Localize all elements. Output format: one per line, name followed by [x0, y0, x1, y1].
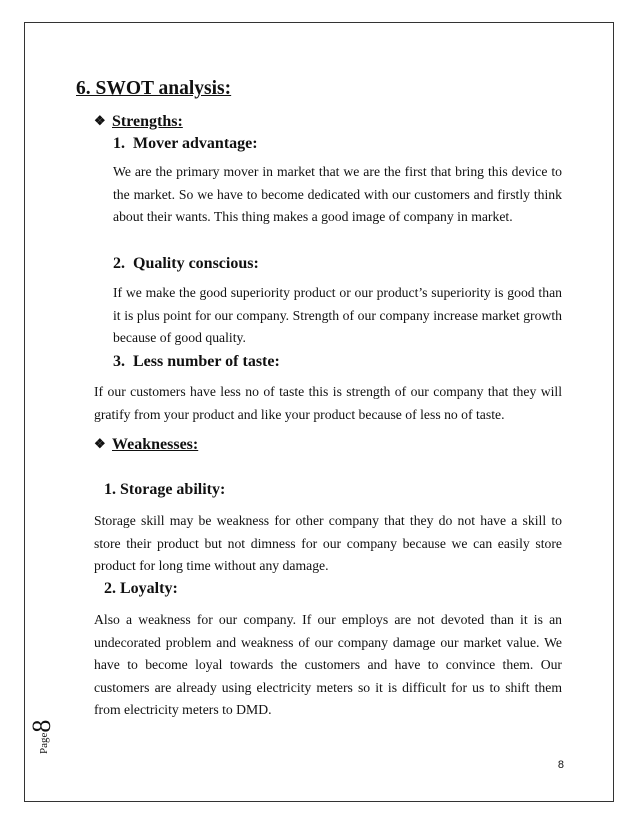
page-title: 6. SWOT analysis: [76, 78, 232, 99]
paragraph-loyalty: Also a weakness for our company. If our employs are not devoted than it is an undecorated problem and weakness of our company damage our market value. We have to become loyal towards the customers and have to convince them. Our customers are already using electricity meters so it is difficult for us to shift them from electricity meters to DMD. [94, 612, 562, 717]
side-page-label [27, 706, 57, 756]
paragraph-storage-ability: Storage skill may be weakness for other company that they do not have a skill to store their product but not dimness for our company because we can easily store product for long time without any damage. [94, 513, 562, 573]
paragraph-less-number-of-taste: If our customers have less no of taste this is strength of our company that they will gratify from your product and like your product because of less no of taste. [94, 384, 562, 422]
subheading-loyalty: 2. Loyalty: [104, 580, 178, 597]
section-heading-strengths: ❖ Strengths: [94, 113, 183, 130]
paragraph-quality-conscious: If we make the good superiority product or our product’s superiority is good than it is plus point for our company. Strength of our company increase market growth because of good quality. [113, 285, 562, 345]
page-number: 8 [557, 759, 564, 771]
side-page-word: Page [38, 732, 50, 754]
subheading-less-number-of-taste: 3. Less number of taste: [113, 353, 280, 370]
subheading-quality-conscious: 2. Quality conscious: [113, 255, 259, 272]
diamond-bullet-icon: ❖ [94, 113, 106, 128]
subheading-mover-advantage: 1. Mover advantage: [113, 135, 258, 152]
side-page-number: 8 [27, 719, 56, 733]
section-heading-weaknesses: ❖ Weaknesses: [94, 436, 199, 453]
subheading-storage-ability: 1. Storage ability: [104, 481, 226, 498]
paragraph-mover-advantage: We are the primary mover in market that we are the first that bring this device to the market. So we have to become dedicated with our customers and firstly think about their wants. This thing makes a good image of company in market. [113, 164, 562, 224]
diamond-bullet-icon: ❖ [94, 436, 106, 451]
